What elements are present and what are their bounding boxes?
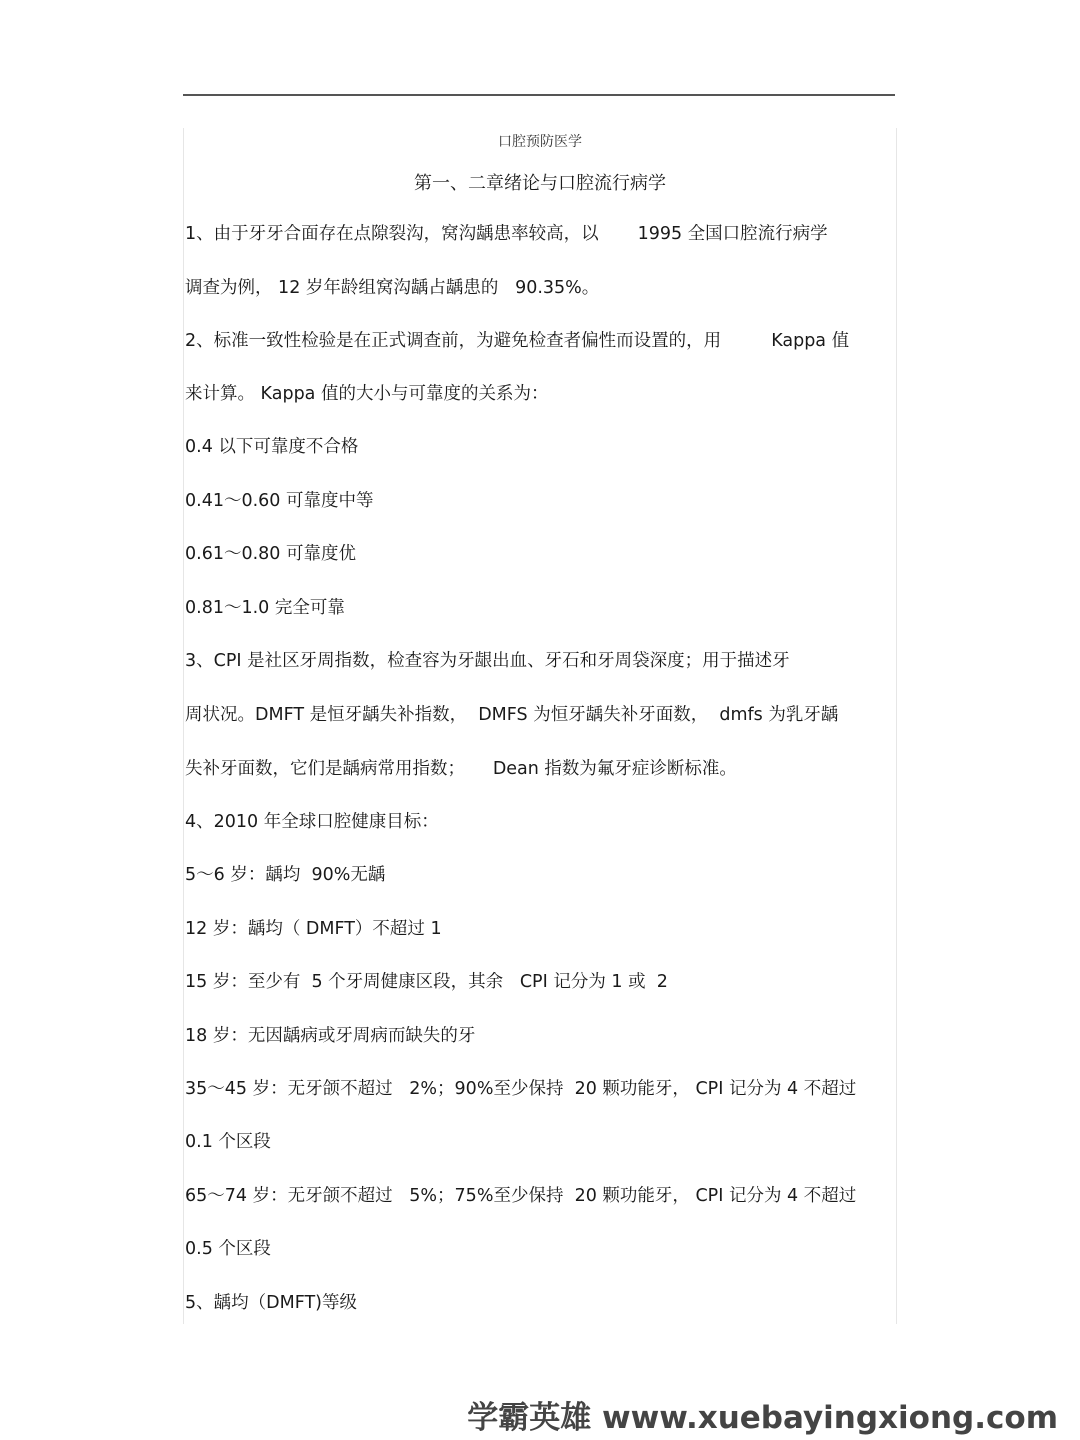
text-line: 5、龋均（DMFT)等级 <box>185 1293 357 1313</box>
text-line: 1、由于牙牙合面存在点隙裂沟，窝沟龋患率较高，以 1995 全国口腔流行病学 <box>185 224 828 244</box>
text-line: 来计算。 Kappa 值的大小与可靠度的关系为： <box>185 384 549 404</box>
text-line: 0.5 个区段 <box>185 1239 271 1259</box>
text-line: 2、标准一致性检验是在正式调查前，为避免检查者偏性而设置的，用 Kappa 值 <box>185 331 850 351</box>
text-line: 0.4 以下可靠度不合格 <box>185 437 359 457</box>
text-line: 0.81～1.0 完全可靠 <box>185 598 345 618</box>
text-line: 35～45 岁：无牙颌不超过 2%；90%至少保持 20 颗功能牙， CPI 记分为 4 不超过 <box>185 1079 857 1099</box>
text-line: 0.41～0.60 可靠度中等 <box>185 491 374 511</box>
text-line: 3、CPI 是社区牙周指数，检查容为牙龈出血、牙石和牙周袋深度；用于描述牙 <box>185 651 790 671</box>
chapter-title: 第一、二章绪论与口腔流行病学 <box>414 173 666 194</box>
text-line: 4、2010 年全球口腔健康目标： <box>185 812 439 832</box>
site-watermark: 学霸英雄 www.xuebayingxiong.com <box>467 1400 1058 1436</box>
text-line: 18 岁：无因龋病或牙周病而缺失的牙 <box>185 1026 476 1046</box>
text-line: 0.61～0.80 可靠度优 <box>185 544 356 564</box>
text-line: 周状况。DMFT 是恒牙龋失补指数， DMFS 为恒牙龋失补牙面数， dmfs 为乳牙龋 <box>185 705 839 725</box>
subject-title: 口腔预防医学 <box>498 134 582 150</box>
text-line: 12 岁：龋均（ DMFT）不超过 1 <box>185 919 442 939</box>
text-line: 5～6 岁：龋均 90%无龋 <box>185 865 386 885</box>
top-rule <box>183 94 895 96</box>
text-line: 15 岁：至少有 5 个牙周健康区段，其余 CPI 记分为 1 或 2 <box>185 972 668 992</box>
text-line: 0.1 个区段 <box>185 1132 271 1152</box>
text-line: 失补牙面数，它们是龋病常用指数； Dean 指数为氟牙症诊断标准。 <box>185 759 737 779</box>
text-line: 65～74 岁：无牙颌不超过 5%；75%至少保持 20 颗功能牙， CPI 记分为 4 不超过 <box>185 1186 857 1206</box>
text-line: 调查为例， 12 岁年龄组窝沟龋占龋患的 90.35%。 <box>185 278 600 298</box>
